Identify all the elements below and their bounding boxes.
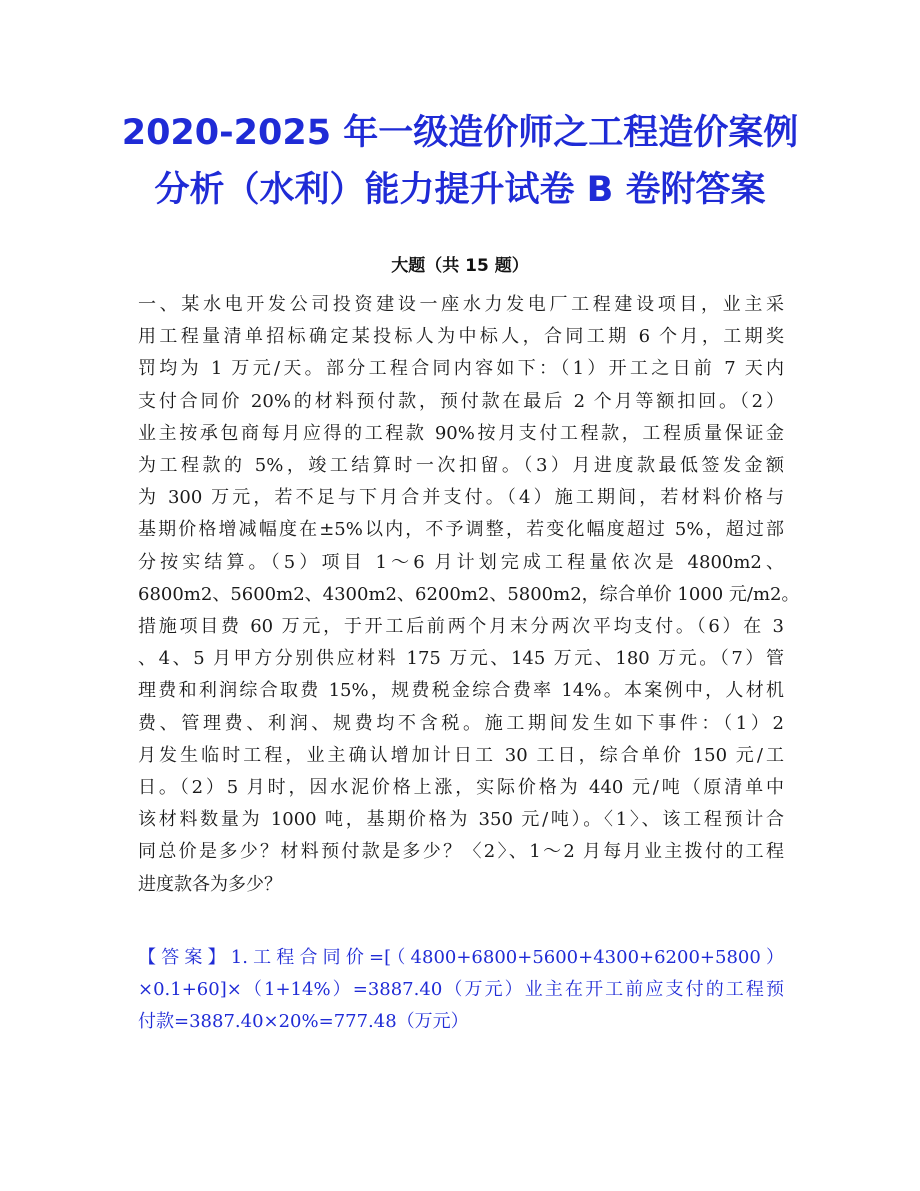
- question-line: 该材料数量为 1000 吨，基期价格为 350 元/吨）。〈1〉、该工程预计合: [138, 809, 784, 831]
- question-line: 一、某水电开发公司投资建设一座水力发电厂工程建设项目，业主采: [138, 294, 784, 315]
- question-line: 为 300 万元，若不足与下月合并支付。（4）施工期间，若材料价格与: [138, 487, 784, 509]
- question-line: 为工程款的 5%，竣工结算时一次扣留。（3）月进度款最低签发金额: [138, 455, 784, 477]
- question-line: 理费和利润综合取费 15%，规费税金综合费率 14%。本案例中，人材机: [138, 680, 784, 702]
- question-line: 月发生临时工程，业主确认增加计日工 30 工日，综合单价 150 元/工: [138, 744, 784, 766]
- section-heading: 大题（共 15 题）: [391, 256, 529, 276]
- question-line: 业主按承包商每月应得的工程款 90%按月支付工程款，工程质量保证金: [138, 422, 784, 444]
- question-line: 罚均为 1 万元/天。部分工程合同内容如下：（1）开工之日前 7 天内: [138, 358, 784, 380]
- question-line: 进度款各为多少？: [138, 873, 282, 895]
- question-line: 6800m2、5600m2、4300m2、6200m2、5800m2，综合单价 1000 元/m2。: [138, 583, 800, 605]
- question-paragraph: [138, 289, 800, 901]
- question-line: 基期价格增减幅度在±5%以内，不予调整，若变化幅度超过 5%，超过部: [138, 519, 784, 541]
- answer-line: 付款=3887.40×20%=777.48（万元）: [138, 1011, 469, 1033]
- answer-line: ×0.1+60]×（1+14%）=3887.40（万元）业主在开工前应支付的工程预: [138, 979, 784, 1001]
- document-title-line-2: 分析（水利）能力提升试卷 B 卷附答案: [154, 170, 766, 210]
- question-line: 日。（2）5 月时，因水泥价格上涨，实际价格为 440 元/吨（原清单中: [138, 777, 784, 799]
- question-line: 措施项目费 60 万元，于开工后前两个月末分两次平均支付。（6）在 3: [138, 616, 784, 638]
- question-line: 支付合同价 20%的材料预付款，预付款在最后 2 个月等额扣回。（2）: [138, 390, 784, 412]
- question-line: 费、管理费、利润、规费均不含税。施工期间发生如下事件：（1）2: [138, 712, 784, 734]
- answer-paragraph: [138, 942, 784, 1039]
- answer-line: 【答案】1.工程合同价=[（4800+6800+5600+4300+6200+5800）: [138, 947, 784, 968]
- question-line: 分按实结算。（5）项目 1～6 月计划完成工程量依次是 4800m2、: [138, 551, 784, 573]
- question-line: 、4、5 月甲方分别供应材料 175 万元、145 万元、180 万元。（7）管: [138, 648, 784, 670]
- question-line: 同总价是多少？材料预付款是多少？〈2〉、1～2 月每月业主拨付的工程: [138, 841, 784, 863]
- question-line: 用工程量清单招标确定某投标人为中标人，合同工期 6 个月，工期奖: [138, 326, 784, 348]
- document-title-line-1: 2020-2025 年一级造价师之工程造价案例: [121, 113, 799, 153]
